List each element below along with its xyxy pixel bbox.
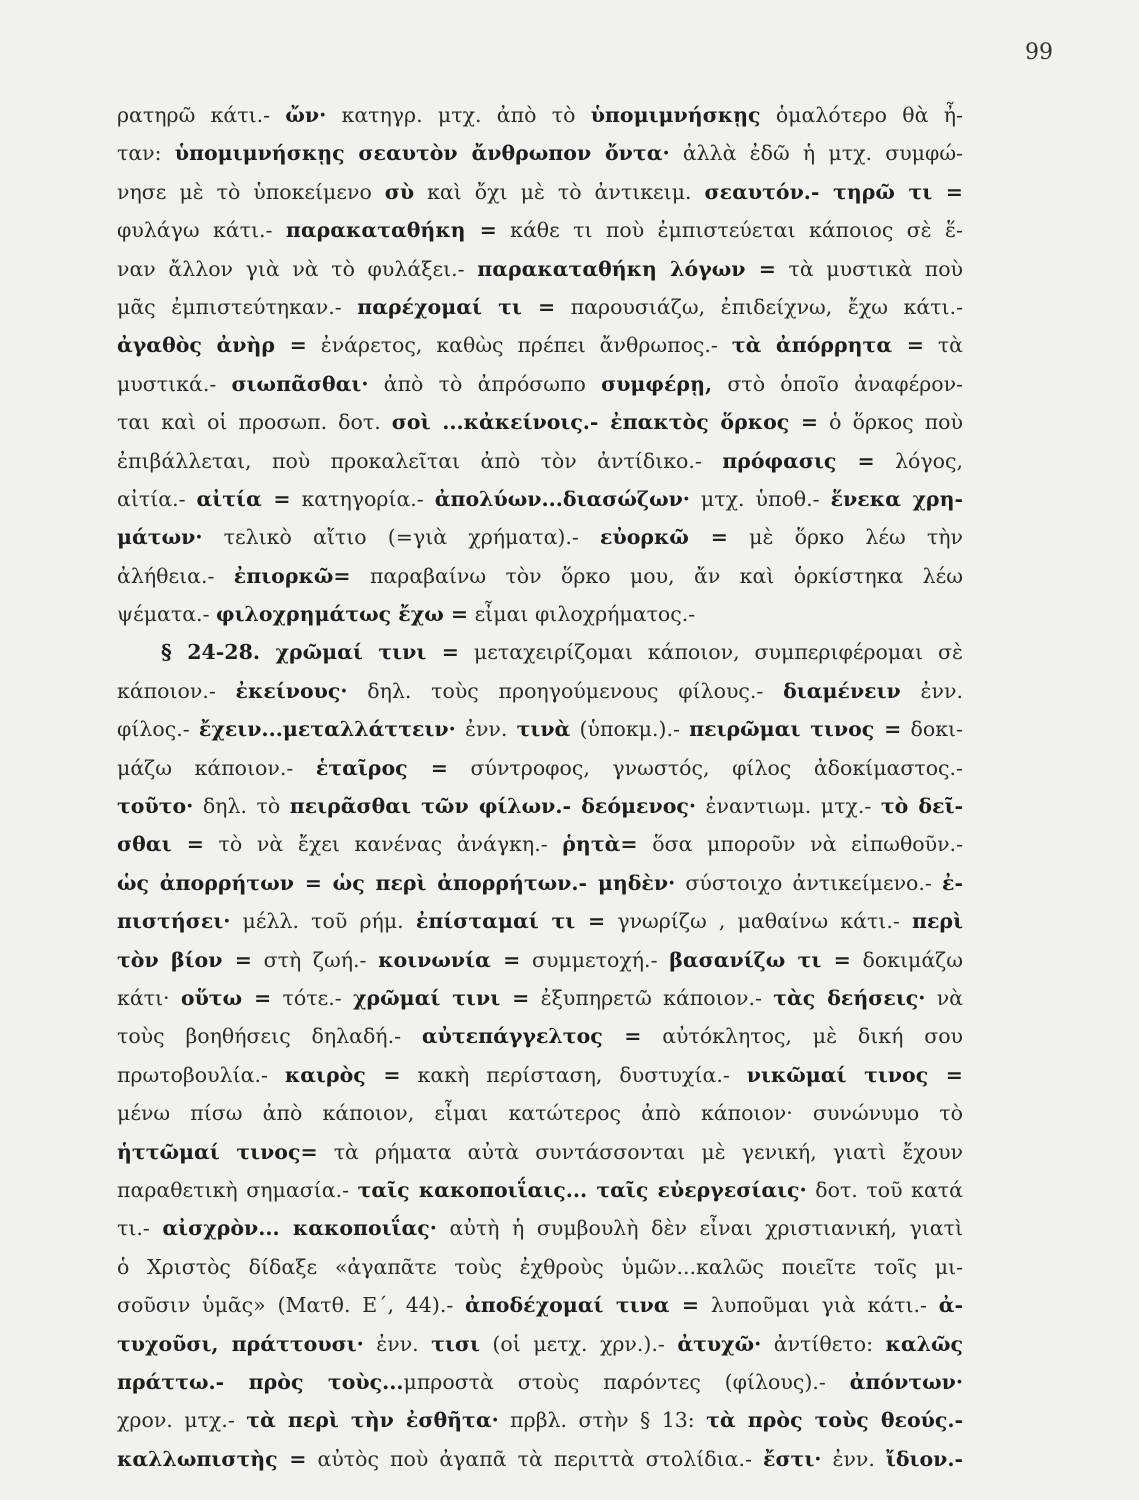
gloss: τελικὸ αἴτιο (=γιὰ χρήματα).- (202, 525, 601, 550)
commentary-text (117, 96, 963, 1478)
lemma: εὐορκῶ = (600, 525, 728, 550)
text-line (117, 1094, 963, 1132)
gloss: τὸ νὰ ἔχει κανένας ἀνάγκη.- (203, 832, 563, 857)
text-line (117, 211, 963, 249)
gloss: παραθετικὴ σημασία.- (117, 1177, 358, 1202)
gloss: χρον. μτχ.- (117, 1408, 247, 1433)
lemma: τὰ πρὸς τοὺς θεούς.- (706, 1408, 963, 1433)
lemma: πρόφασις = (722, 448, 875, 473)
lemma: καλλωπιστὴς = (117, 1446, 307, 1471)
gloss: ἀπὸ τὸ ἀπρόσωπο (368, 371, 602, 396)
gloss: ἐνάρετος, καθὼς πρέπει ἄνθρωπος.- (306, 333, 732, 358)
lemma: ὤν· (285, 103, 327, 127)
gloss: δοτ. τοῦ κατά (806, 1177, 963, 1202)
gloss: ὁ Χριστὸς δίδαξε «ἀγαπᾶτε τοὺς ἐχθροὺς ὑμῶν...καλῶς ποιεῖτε τοῖς μι- (117, 1254, 963, 1279)
gloss: τὰ (923, 333, 963, 358)
gloss: μπροστὰ στοὺς παρόντες (φίλους).- (403, 1369, 850, 1394)
lemma: § 24-28. χρῶμαί τινι = (161, 640, 459, 665)
lemma: τινὰ (516, 717, 571, 742)
lemma: ὑπομιμνήσκῃς σεαυτὸν ἄνθρωπον ὄντα· (174, 141, 670, 166)
gloss: παρουσιάζω, ἐπιδείχνω, ἔχω κάτι.- (555, 294, 963, 319)
gloss: ὁμαλότερο θὰ ἦ- (760, 103, 963, 127)
lemma: ἴδιον.- (885, 1446, 963, 1471)
gloss: (ὑποκμ.).- (570, 717, 690, 742)
lemma: τὰ ἀπόρρητα = (731, 333, 924, 358)
lemma: περὶ (911, 909, 963, 934)
gloss: κάποιον.- (117, 678, 236, 703)
lemma: αἰτία = (196, 486, 291, 511)
lemma: νικῶμαί τινος = (746, 1062, 963, 1087)
text-line (117, 365, 963, 403)
lemma: σεαυτόν.- τηρῶ τι = (704, 179, 963, 204)
text-line (117, 1286, 963, 1324)
text-line (117, 403, 963, 441)
text-line (117, 1209, 963, 1247)
text-line (117, 1017, 963, 1055)
lemma: ἐκείνους· (235, 678, 348, 703)
gloss: νὰ (925, 985, 963, 1010)
text-line (117, 518, 963, 556)
lemma: ἀτυχῶ· (677, 1331, 762, 1356)
gloss: ἀντίθετο: (761, 1331, 886, 1356)
lemma: ἕνεκα χρη- (830, 486, 963, 511)
lemma: αἰσχρὸν... κακοποιΐας· (162, 1216, 437, 1241)
gloss: ὅσα μποροῦν νὰ εἰπωθοῦν.- (637, 832, 963, 857)
gloss: (οἱ μετχ. χρν.).- (479, 1331, 678, 1356)
gloss: εἶμαι φιλοχρήματος.- (468, 602, 696, 627)
gloss: μᾶς ἐμπιστεύτηκαν.- (117, 294, 358, 319)
text-line (117, 1325, 963, 1363)
gloss: τὰ μυστικὰ ποὺ (775, 256, 963, 281)
gloss: αὐτὴ ἡ συμβουλὴ δὲν εἶναι χριστιανική, γιατὶ (436, 1216, 963, 1241)
text-line (117, 442, 963, 480)
text-line (117, 250, 963, 288)
gloss: αὐτὸς ποὺ ἀγαπᾶ τὰ περιττὰ στολίδια.- (306, 1446, 763, 1471)
text-line (117, 96, 963, 134)
gloss: μέλλ. τοῦ ρήμ. (230, 909, 416, 934)
gloss: δοκιμάζω (850, 947, 963, 972)
gloss: ἐνν. (363, 1331, 432, 1356)
text-line (117, 326, 963, 364)
text-line (117, 1363, 963, 1401)
lemma: ἐ- (942, 870, 963, 895)
text-line (117, 173, 963, 211)
text-line (117, 902, 963, 940)
gloss: ἐνν. (821, 1446, 886, 1471)
lemma: ταῖς κακοποιΐαις... ταῖς εὐεργεσίαις· (357, 1177, 807, 1202)
gloss: σύστοιχο ἀντικείμενο.- (675, 870, 943, 895)
gloss: κακὴ περίσταση, δυστυχία.- (400, 1062, 747, 1087)
text-line (117, 633, 963, 671)
text-line (117, 1171, 963, 1209)
lemma: χρῶμαί τινι = (352, 985, 530, 1010)
lemma: τὰ περὶ τὴν ἐσθῆτα· (246, 1408, 499, 1433)
text-line (117, 979, 963, 1017)
text-line (117, 1133, 963, 1171)
gloss: ὁ ὅρκος ποὺ (818, 410, 963, 435)
gloss: ται καὶ οἱ προσωπ. δοτ. (117, 410, 392, 435)
gloss: μτχ. ὑποθ.- (689, 486, 831, 511)
lemma: βασανίζω τι = (669, 947, 851, 972)
gloss: μάζω κάποιον.- (117, 755, 316, 780)
lemma: μάτων· (117, 525, 203, 550)
gloss: σύντροφος, γνωστός, φίλος ἀδοκίμαστος.- (447, 755, 963, 780)
gloss: καὶ ὄχι μὲ τὸ ἀντικειμ. (414, 179, 705, 204)
gloss: κατηγορία.- (290, 486, 435, 511)
lemma: παρέχομαί τι = (357, 294, 556, 319)
text-line (117, 941, 963, 979)
text-line (117, 749, 963, 787)
gloss: κατηγρ. μτχ. ἀπὸ τὸ (326, 103, 591, 127)
gloss: κάθε τι ποὺ ἐμπιστεύεται κάποιος σὲ ἕ- (496, 218, 963, 243)
text-line (117, 787, 963, 825)
gloss: κάτι· (117, 985, 181, 1010)
gloss: τότε.- (271, 985, 353, 1010)
text-line (117, 134, 963, 172)
lemma: ἀγαθὸς ἀνὴρ = (117, 333, 307, 358)
page-number: 99 (1025, 40, 1053, 65)
lemma: πράττω.- πρὸς τοὺς... (117, 1369, 404, 1394)
text-line (117, 557, 963, 595)
lemma: τυχοῦσι, πράττουσι· (117, 1331, 364, 1356)
gloss: μεταχειρίζομαι κάποιον, συμπεριφέρομαι σὲ (458, 640, 963, 665)
gloss: φυλάγω κάτι.- (117, 218, 286, 243)
lemma: ὡς ἀπορρήτων = ὡς περὶ ἀπορρήτων.- μηδὲν· (117, 870, 676, 895)
gloss: σοῦσιν ὑμᾶς» (Ματθ. Ε΄, 44).- (117, 1293, 466, 1318)
gloss: στὸ ὁποῖο ἀναφέρον- (712, 371, 963, 396)
lemma: ῥητὰ= (562, 832, 638, 857)
lemma: ὑπομιμνήσκῃς (590, 103, 761, 127)
gloss: μὲ ὅρκο λέω τὴν (727, 525, 963, 550)
gloss: αὐτόκλητος, μὲ δική σου (641, 1024, 963, 1049)
lemma: διαμένειν (783, 678, 901, 703)
text-line (117, 1401, 963, 1439)
lemma: τὰς δεήσεις· (773, 985, 926, 1010)
text-line (117, 672, 963, 710)
lemma: πειρᾶσθαι τῶν φίλων.- δεόμενος· (289, 794, 696, 819)
lemma: ἑταῖρος = (315, 755, 448, 780)
lemma: ἔστι· (762, 1446, 822, 1471)
lemma: πειρῶμαι τινος = (689, 717, 902, 742)
gloss: ἐξυπηρετῶ κάποιον.- (529, 985, 774, 1010)
lemma: τὸν βίον = (117, 947, 252, 972)
lemma: οὕτω = (180, 985, 272, 1010)
gloss: δηλ. τὸ (193, 794, 290, 819)
lemma: ἐπίσταμαί τι = (415, 909, 606, 934)
gloss: δηλ. τοὺς προηγούμενους φίλους.- (347, 678, 784, 703)
gloss: γνωρίζω , μαθαίνω κάτι.- (605, 909, 912, 934)
lemma: καλῶς (885, 1331, 963, 1356)
lemma: παρακαταθήκη = (285, 218, 497, 243)
gloss: πρωτοβουλία.- (117, 1062, 285, 1087)
lemma: φιλοχρημάτως ἔχω = (216, 602, 469, 627)
lemma: καιρὸς = (284, 1062, 401, 1087)
gloss: ἐναντιωμ. μτχ.- (695, 794, 881, 819)
gloss: παραβαίνω τὸν ὅρκο μου, ἄν καὶ ὁρκίστηκα λέω (350, 563, 963, 588)
gloss: δοκι- (901, 717, 963, 742)
gloss: ταν: (117, 141, 175, 166)
lemma: σθαι = (117, 832, 204, 857)
gloss: νησε μὲ τὸ ὑποκείμενο (117, 179, 385, 204)
gloss: ἀλλὰ ἐδῶ ἡ μτχ. συμφώ- (669, 141, 963, 166)
gloss: συμμετοχή.- (520, 947, 670, 972)
gloss: λυποῦμαι γιὰ κάτι.- (699, 1293, 939, 1318)
gloss: λόγος, (874, 448, 963, 473)
lemma: ἔχειν...μεταλλάττειν· (198, 717, 456, 742)
lemma: τισι (431, 1331, 480, 1356)
lemma: ἀποδέχομαί τινα = (465, 1293, 700, 1318)
lemma: σὺ (384, 179, 415, 204)
gloss: πρβλ. στὴν § 13: (498, 1408, 707, 1433)
gloss: ἐνν. (455, 717, 517, 742)
text-line (117, 864, 963, 902)
lemma: παρακαταθήκη λόγων = (477, 256, 776, 281)
lemma: σιωπᾶσθαι· (231, 371, 369, 396)
text-line (117, 1440, 963, 1478)
lemma: ἀπολύων...διασώζων· (434, 486, 690, 511)
gloss: τοὺς βοηθήσεις δηλαδή.- (117, 1024, 422, 1049)
text-line (117, 1248, 963, 1286)
gloss: μένω πίσω ἀπὸ κάποιον, εἶμαι κατώτερος ἀπὸ κάποιον· συνώνυμο τὸ (117, 1101, 963, 1126)
text-line (117, 1056, 963, 1094)
gloss: ἐπιβάλλεται, ποὺ προκαλεῖται ἀπὸ τὸν ἀντίδικο.- (117, 448, 723, 473)
lemma: ἀ- (938, 1293, 963, 1318)
text-line (117, 710, 963, 748)
text-line (117, 480, 963, 518)
gloss: ἀλήθεια.- (117, 563, 234, 588)
gloss: ρατηρῶ κάτι.- (117, 103, 286, 127)
gloss: ψέματα.- (117, 602, 217, 627)
gloss: τὰ ρήματα αὐτὰ συντάσσονται μὲ γενική, γιατὶ ἔχουν (317, 1139, 963, 1164)
lemma: τοῦτο· (117, 794, 194, 819)
lemma: τὸ δεῖ- (880, 794, 963, 819)
gloss: τι.- (117, 1216, 163, 1241)
gloss: μυστικά.- (117, 371, 232, 396)
lemma: ἐπιορκῶ= (233, 563, 351, 588)
text-line (117, 288, 963, 326)
lemma: συμφέρῃ, (601, 371, 713, 396)
lemma: ἡττῶμαί τινος= (117, 1139, 318, 1164)
gloss: αἰτία.- (117, 486, 197, 511)
gloss: στὴ ζωή.- (251, 947, 379, 972)
lemma: πιστήσει· (117, 909, 231, 934)
lemma: ἀπόντων· (849, 1369, 963, 1394)
gloss: ἐνν. (900, 678, 963, 703)
gloss: φίλος.- (117, 717, 199, 742)
text-line (117, 595, 963, 633)
text-line (117, 825, 963, 863)
gloss: ναν ἄλλον γιὰ νὰ τὸ φυλάξει.- (117, 256, 478, 281)
lemma: σοὶ ...κἀκείνοις.- ἐπακτὸς ὅρκος = (391, 410, 819, 435)
lemma: αὐτεπάγγελτος = (421, 1024, 642, 1049)
lemma: κοινωνία = (378, 947, 521, 972)
